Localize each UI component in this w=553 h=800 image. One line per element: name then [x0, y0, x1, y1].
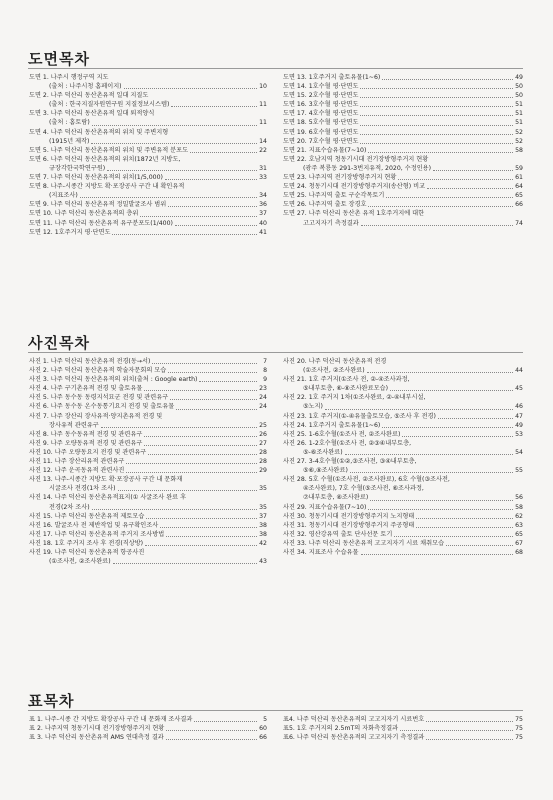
toc-entry-continuation: (출처 : 한국지질자원연구원 지질정보시스템)	[49, 101, 170, 109]
toc-page-number: 25	[259, 421, 267, 429]
dot-leader	[400, 730, 513, 731]
toc-entry	[29, 402, 267, 411]
toc-entry	[283, 375, 523, 393]
toc-page-number: 42	[259, 539, 267, 547]
toc-entry-title: 도면 17. 4호수혈 평·단면도	[283, 110, 359, 118]
dot-leader	[199, 381, 257, 382]
toc-entry-title: 사진 11. 나주 장산리유적 관련유구	[29, 458, 125, 466]
dot-leader	[360, 88, 513, 89]
toc-entry	[283, 530, 523, 539]
toc-entry	[283, 118, 523, 127]
toc-entry	[283, 412, 523, 421]
toc-page-number: 49	[515, 421, 523, 429]
toc-entry-title: 사진 4. 나주 구기촌유적 전경 및 출토유물	[29, 385, 143, 393]
toc-entry-continuation: (1915년 제작)	[49, 137, 90, 145]
dot-leader	[145, 545, 257, 546]
toc-page-number: 38	[259, 521, 267, 529]
toc-entry	[29, 200, 267, 209]
toc-entry	[283, 548, 523, 557]
toc-entry	[29, 412, 267, 430]
toc-page-number: 47	[515, 412, 523, 420]
toc-entry-title: 사진 25. 1-6호수혈(①조사 전, ②조사완료)	[283, 430, 401, 438]
toc-page-number: 46	[515, 403, 523, 411]
toc-page-number: 67	[515, 539, 523, 547]
toc-entry-title: 도면 11. 나주 덕산리 동산촌유적 유구분포도(1/400)	[29, 219, 173, 227]
dot-leader	[367, 372, 513, 373]
toc-entry	[283, 146, 523, 155]
toc-entry-title: 사진 10. 나주 오량동요지 전경 및 관련유구	[29, 448, 147, 456]
dot-leader	[361, 554, 513, 555]
toc-page-number: 52	[515, 128, 523, 136]
dot-leader	[360, 106, 513, 107]
toc-entry	[29, 448, 267, 457]
toc-entry-title: 도면 23. 나주지역 전기장방형주거지 현황	[283, 174, 397, 182]
toc-entry-continuation: (출처 : 나주시청 홈페이지)	[49, 83, 122, 91]
toc-entry-continuation: (광주 복룡동 291-3번지유적, 2020, 수정인용)	[303, 164, 432, 172]
toc-page-number: 59	[515, 164, 523, 172]
toc-entry-title: 도면 8. 나주-시종간 지방도 확·포장공사 구간 내 확인유적	[29, 183, 185, 191]
toc-entry	[283, 109, 523, 118]
toc-entry-title: 표 2. 나주지역 청동기시대 전기장방형주거지 현황	[29, 725, 165, 733]
dot-leader	[446, 545, 513, 546]
toc-entry-title: 사진 29. 지표수습유물(7~10)	[283, 503, 367, 511]
toc-entry-continuation: 고고지자기 측정결과	[303, 219, 359, 227]
toc-entry	[283, 91, 523, 100]
dot-leader	[144, 436, 257, 437]
toc-entry	[29, 209, 267, 218]
toc-page-number: 58	[515, 503, 523, 511]
toc-entry	[29, 393, 267, 402]
dot-leader	[175, 225, 257, 226]
toc-entry	[283, 128, 523, 137]
toc-entry-title: 사진 9. 나주 오량동유적 전경 및 관련유구	[29, 439, 143, 447]
toc-entry-title: 사진 21. 1호 주거지(①조사 전, ②-④조사과정,	[283, 376, 410, 384]
tables-left-column	[29, 715, 267, 742]
toc-entry-continuation: (①조사전, ②조사완료)	[303, 367, 365, 375]
toc-entry	[283, 430, 523, 439]
toc-entry-continuation: ⑤노지)	[303, 403, 323, 411]
toc-entry	[29, 384, 267, 393]
toc-page-number: 61	[515, 174, 523, 182]
tables-right-column	[283, 715, 523, 742]
toc-entry	[29, 724, 267, 733]
toc-page-number: 65	[515, 192, 523, 200]
toc-page-number: 51	[515, 101, 523, 109]
toc-entry-title: 도면 10. 나주 덕산리 동산촌유적의 층위	[29, 210, 139, 218]
toc-entry-title: 사진 12. 나주 운곡동유적 관련사진	[29, 467, 125, 475]
toc-entry-continuation: (①조사전, ②조사완료)	[49, 558, 111, 566]
dot-leader	[350, 472, 513, 473]
toc-page-number: 28	[259, 448, 267, 456]
dot-leader	[124, 88, 257, 89]
dot-leader	[168, 206, 257, 207]
photos-section-title: 사진목차	[28, 335, 90, 352]
toc-page-number: 52	[515, 137, 523, 145]
toc-entry	[29, 548, 267, 566]
toc-entry-title: 사진 18. 1호 주거지 조사 후 전경(직상방)	[29, 539, 144, 547]
dot-leader	[80, 197, 257, 198]
toc-entry	[29, 439, 267, 448]
toc-entry	[283, 512, 523, 521]
toc-entry	[29, 91, 267, 109]
toc-entry-title: 사진 7. 나주 장산리 장사유적·양지촌유적 전경 및	[29, 412, 163, 420]
toc-entry-continuation: ⑦내부토층, ⑧조사완료)	[303, 494, 369, 502]
toc-entry-title: 사진 14. 나주 덕산리 동산촌유적표지(① 사굴조사 완료 후	[29, 494, 187, 502]
toc-entry	[283, 457, 523, 475]
toc-page-number: 37	[259, 210, 267, 218]
dot-leader	[91, 143, 257, 144]
dot-leader	[152, 363, 257, 364]
toc-entry-title: 사진 30. 청동기시대 전기장방형주거지 노지형태	[283, 512, 415, 520]
toc-entry-title: 도면 16. 3호수혈 평·단면도	[283, 101, 359, 109]
toc-page-number: 11	[259, 101, 267, 109]
toc-entry	[283, 421, 523, 430]
toc-entry-continuation: 장사유적 관련유구	[49, 421, 99, 429]
toc-entry-title: 사진 28. 5호 수혈(①조사전, ②조사완료), 6호 수혈(③조사전,	[283, 476, 450, 484]
toc-entry-title: 도면 4. 나주 덕산리 동산촌유적의 위치 및 주변지형	[29, 128, 169, 136]
dot-leader	[144, 445, 257, 446]
toc-entry-title: 사진 1. 나주 덕산리 동산촌유적 전경(동→서)	[29, 358, 151, 365]
toc-page-number: 45	[515, 385, 523, 393]
toc-entry-title: 도면 26. 나주지역 출토 장경호	[283, 201, 367, 209]
section-divider	[28, 352, 523, 353]
toc-page-number: 53	[515, 430, 523, 438]
toc-page-number: 10	[259, 83, 267, 91]
dot-leader	[426, 721, 513, 722]
dot-leader	[126, 463, 257, 464]
dot-leader	[140, 216, 257, 217]
dot-leader	[176, 409, 257, 410]
toc-page-number: 40	[259, 219, 267, 227]
dot-leader	[112, 234, 257, 235]
dot-leader	[394, 536, 513, 537]
toc-entry-continuation: ⑤-⑥조사완료)	[303, 448, 343, 456]
toc-entry	[29, 366, 267, 375]
dot-leader	[166, 730, 257, 731]
toc-entry-title: 사진 3. 나주 덕산리 동산촌유적의 위치(출처 : Google earth)	[29, 376, 198, 384]
toc-page-number: 75	[515, 734, 523, 742]
toc-entry-title: 도면 14. 1호수혈 평·단면도	[283, 83, 359, 91]
toc-entry	[283, 503, 523, 512]
toc-entry-title: 도면 25. 나주지역 출토 구순각목토기	[283, 192, 385, 200]
toc-entry-title: 사진 24. 1호주거지 출토유물(1~6)	[283, 421, 381, 429]
toc-entry	[29, 357, 267, 366]
dot-leader	[438, 418, 513, 419]
toc-entry-title: 도면 9. 나주 덕산리 동산촌유적 정밀발굴조사 범위	[29, 201, 167, 209]
dot-leader	[386, 197, 513, 198]
toc-entry-continuation: 전경(2차 조사)	[49, 503, 90, 511]
toc-page-number: 28	[259, 458, 267, 466]
toc-page-number: 7	[263, 358, 267, 365]
toc-entry	[29, 146, 267, 155]
dot-leader	[416, 527, 513, 528]
toc-entry	[29, 228, 267, 237]
dot-leader	[160, 527, 257, 528]
toc-page-number: 63	[515, 521, 523, 529]
dot-leader	[126, 472, 257, 473]
toc-page-number: 8	[263, 367, 267, 375]
toc-entry-title: 사진 22. 1호 주거지 1차(①조사완료, ②-④내부시설,	[283, 394, 426, 402]
toc-entry	[283, 209, 523, 227]
toc-page-number: 27	[259, 439, 267, 447]
toc-page-number: 66	[515, 201, 523, 209]
dot-leader	[360, 97, 513, 98]
toc-page-number: 26	[259, 430, 267, 438]
toc-entry	[283, 73, 523, 82]
toc-entry-title: 사진 2. 나주 덕산리 동산촌유적 학술자문회의 모습	[29, 367, 167, 375]
toc-page-number: 36	[259, 201, 267, 209]
dot-leader	[360, 143, 513, 144]
toc-entry	[283, 724, 523, 733]
toc-page-number: 24	[259, 394, 267, 402]
dot-leader	[101, 427, 257, 428]
toc-entry-title: 표5. 1호 주거지의 2.5mT의 자화측정결과	[283, 725, 399, 733]
toc-entry	[283, 200, 523, 209]
toc-entry	[29, 182, 267, 200]
toc-entry-continuation: (지표조사)	[49, 192, 78, 200]
dot-leader	[148, 454, 257, 455]
toc-entry	[29, 715, 267, 724]
toc-entry-title: 도면 1. 나주시 행정구역 지도	[29, 74, 109, 81]
dot-leader	[398, 179, 513, 180]
toc-entry-title: 사진 20. 나주 덕산리 동산촌유적 전경	[283, 358, 387, 365]
toc-page-number: 58	[515, 146, 523, 154]
toc-entry-title: 도면 24. 청동기시대 전기장방형주거지(송산형) 비교	[283, 183, 426, 191]
figures-right-column	[283, 73, 523, 228]
toc-page-number: 74	[515, 219, 523, 227]
toc-page-number: 43	[259, 558, 267, 566]
toc-entry-title: 사진 15. 나주 덕산리 동산촌유적 제토모습	[29, 512, 145, 520]
dot-leader	[171, 106, 257, 107]
toc-entry	[29, 128, 267, 146]
toc-entry	[283, 182, 523, 191]
toc-entry-title: 사진 26. 1-2호수혈(①조사 전, ②③④내부토층,	[283, 439, 412, 447]
dot-leader	[144, 390, 257, 391]
toc-entry-title: 표4. 나주 덕산리 동산촌유적의 고고지자기 시료번호	[283, 716, 425, 723]
toc-page-number: 11	[259, 119, 267, 127]
dot-leader	[368, 152, 513, 153]
toc-entry	[29, 430, 267, 439]
dot-leader	[194, 721, 257, 722]
toc-page-number: 50	[515, 83, 523, 91]
toc-entry	[283, 357, 523, 375]
toc-entry	[29, 73, 267, 91]
toc-entry-continuation: 시굴조사 전경(1차 조사)	[49, 485, 116, 493]
photos-right-column	[283, 357, 523, 557]
toc-entry-title: 도면 2. 나주 덕산리 동산촌유적 일대 지질도	[29, 92, 149, 100]
dot-leader	[165, 179, 257, 180]
toc-page-number: 38	[259, 530, 267, 538]
toc-entry	[29, 539, 267, 548]
toc-entry-title: 도면 18. 5호수혈 평·단면도	[283, 119, 359, 127]
toc-page-number: 75	[515, 725, 523, 733]
dot-leader	[107, 170, 257, 171]
toc-entry	[29, 530, 267, 539]
toc-page-number: 22	[259, 146, 267, 154]
dot-leader	[92, 125, 257, 126]
toc-entry-title: 사진 31. 청동기시대 전기장방형주거지 주공형태	[283, 521, 415, 529]
toc-entry	[283, 393, 523, 411]
toc-entry-title: 사진 8. 나주 동수동유적 전경 및 관련유구	[29, 430, 143, 438]
toc-page-number: 5	[263, 716, 267, 723]
toc-entry-title: 도면 22. 호남지역 청동기시대 전기장방형주거지 현황	[283, 155, 429, 163]
dot-leader	[426, 739, 513, 740]
toc-entry	[29, 475, 267, 493]
toc-entry-continuation: ④조사완료), 7호 수혈(⑤조사전, ⑥조사과정,	[303, 485, 424, 493]
toc-entry-continuation: (출처 : 홈토람)	[49, 119, 90, 127]
section-divider	[28, 68, 523, 69]
toc-entry-title: 표 1. 나주-시종 간 지방도 확장공사 구간 내 문화재 조사결과	[29, 716, 193, 723]
toc-page-number: 24	[259, 403, 267, 411]
toc-entry	[283, 173, 523, 182]
toc-entry-title: 도면 12. 1호주거지 평·단면도	[29, 228, 111, 236]
toc-entry-title: 도면 5. 나주 덕산리 동산촌유적의 위치 및 주변유적 분포도	[29, 146, 189, 154]
dot-leader	[166, 739, 257, 740]
toc-page-number: 51	[515, 119, 523, 127]
dot-leader	[382, 79, 513, 80]
toc-entry	[283, 733, 523, 742]
dot-leader	[190, 152, 257, 153]
toc-entry	[283, 155, 523, 173]
toc-entry	[29, 466, 267, 475]
toc-page-number: 49	[515, 74, 523, 81]
toc-entry-title: 사진 13. 나주-시종간 지방도 확·포장공사 구간 내 문화재	[29, 476, 183, 484]
dot-leader	[390, 390, 513, 391]
toc-entry-title: 도면 3. 나주 덕산리 동산촌유적 일대 퇴적양식	[29, 110, 155, 118]
toc-page-number: 14	[259, 137, 267, 145]
dot-leader	[146, 518, 257, 519]
dot-leader	[433, 170, 513, 171]
dot-leader	[345, 454, 513, 455]
toc-entry-title: 표6. 나주 덕산리 동산촌유적의 고고지자기 측정결과	[283, 734, 425, 742]
toc-entry	[29, 733, 267, 742]
toc-entry	[283, 439, 523, 457]
toc-entry-title: 도면 27. 나주 덕산리 동산촌 유적 1호주거지에 대한	[283, 210, 425, 218]
toc-entry-title: 사진 23. 1호 주거지(①-④유물출토모습, ⑤조사 후 전경)	[283, 412, 436, 420]
toc-entry	[283, 191, 523, 200]
toc-page-number: 9	[263, 376, 267, 384]
dot-leader	[113, 563, 257, 564]
dot-leader	[402, 436, 513, 437]
toc-page-number: 44	[515, 367, 523, 375]
toc-entry-title: 사진 19. 나주 덕산리 동산촌유적 항공사진	[29, 548, 145, 556]
toc-entry	[283, 137, 523, 146]
toc-entry-title: 도면 7. 나주 덕산리 동산촌유적의 위치(1/5,000)	[29, 174, 163, 182]
dot-leader	[360, 115, 513, 116]
toc-entry	[29, 219, 267, 228]
toc-entry-title: 사진 34. 지표조사 수습유물	[283, 548, 359, 556]
dot-leader	[360, 125, 513, 126]
toc-page-number: 66	[259, 734, 267, 742]
dot-leader	[361, 225, 513, 226]
toc-entry	[283, 82, 523, 91]
toc-entry-title: 사진 27. 3-4호수혈(①②,③조사전, ③④내부토층,	[283, 458, 417, 466]
dot-leader	[166, 536, 257, 537]
tables-section-title: 표목차	[28, 693, 75, 710]
toc-entry-title: 도면 21. 지표수습유물(7~10)	[283, 146, 367, 154]
toc-entry	[283, 539, 523, 548]
section-divider	[28, 710, 523, 711]
toc-page-number: 35	[259, 485, 267, 493]
dot-leader	[370, 500, 513, 501]
dot-leader	[427, 188, 513, 189]
toc-entry-title: 도면 13. 1호주거지 출토유물(1~6)	[283, 74, 381, 81]
toc-entry-continuation: 규장각한국학연구원)	[49, 164, 106, 172]
toc-page-number: 37	[259, 512, 267, 520]
toc-page-number: 33	[259, 174, 267, 182]
toc-entry-title: 사진 17. 나주 덕산리 동산촌유적 주거지 조사방법	[29, 530, 165, 538]
toc-page-number: 75	[515, 716, 523, 723]
dot-leader	[368, 206, 513, 207]
toc-entry	[29, 493, 267, 511]
toc-page-number: 23	[259, 385, 267, 393]
toc-entry-title: 사진 6. 나주 동수동 온수동통기요지 전경 및 출토유물	[29, 403, 175, 411]
toc-entry	[29, 521, 267, 530]
toc-page-number: 31	[259, 164, 267, 172]
toc-entry-title: 도면 20. 7호수혈 평·단면도	[283, 137, 359, 145]
figures-left-column	[29, 73, 267, 237]
toc-entry	[29, 173, 267, 182]
toc-page-number: 51	[515, 110, 523, 118]
toc-entry-title: 사진 5. 나주 동수동 동령지석묘군 전경 및 관련유구	[29, 394, 169, 402]
toc-entry-continuation: ⑤내부토층, ⑥-⑧조사완료모습)	[303, 385, 388, 393]
toc-page-number: 55	[515, 467, 523, 475]
toc-entry	[29, 457, 267, 466]
toc-entry	[29, 375, 267, 384]
dot-leader	[416, 518, 513, 519]
figures-section-title: 도면목차	[28, 51, 90, 68]
toc-page-number: 41	[259, 228, 267, 236]
toc-page-number: 62	[515, 512, 523, 520]
toc-entry-title: 사진 33. 나주 덕산리 동산촌유적 고고지자기 시료 채취모습	[283, 539, 445, 547]
toc-page-number: 60	[259, 725, 267, 733]
dot-leader	[170, 399, 257, 400]
toc-entry-continuation: ⑤⑥,⑧조사완료)	[303, 467, 348, 475]
toc-entry-title: 사진 16. 발굴조사 전 제반작업 및 유구확인조사	[29, 521, 159, 529]
toc-page-number: 34	[259, 192, 267, 200]
dot-leader	[325, 409, 513, 410]
toc-page-number: 65	[515, 530, 523, 538]
toc-entry	[29, 109, 267, 127]
dot-leader	[382, 427, 513, 428]
dot-leader	[92, 509, 257, 510]
toc-page-number: 35	[259, 503, 267, 511]
toc-page-number: 50	[515, 92, 523, 100]
toc-entry	[29, 512, 267, 521]
toc-page-number: 64	[515, 183, 523, 191]
toc-entry-title: 표 3. 나주 덕산리 동산촌유적 AMS 연대측정 결과	[29, 734, 164, 742]
photos-left-column	[29, 357, 267, 566]
toc-page-number: 29	[259, 467, 267, 475]
toc-entry	[283, 521, 523, 530]
toc-entry-title: 사진 32. 영산강유역 출토 단사선문 토기	[283, 530, 393, 538]
dot-leader	[118, 490, 258, 491]
toc-entry	[283, 475, 523, 502]
toc-page-number: 54	[515, 448, 523, 456]
toc-entry-title: 도면 6. 나주 덕산리 동산촌유적의 위치(1872년 지방도,	[29, 155, 181, 163]
toc-page-number: 68	[515, 548, 523, 556]
toc-entry	[29, 155, 267, 173]
toc-page-number: 56	[515, 494, 523, 502]
toc-entry	[283, 715, 523, 724]
dot-leader	[360, 134, 513, 135]
dot-leader	[168, 372, 257, 373]
toc-entry-title: 도면 15. 2호수혈 평·단면도	[283, 92, 359, 100]
toc-entry	[283, 100, 523, 109]
dot-leader	[368, 509, 513, 510]
toc-entry-title: 도면 19. 6호수혈 평·단면도	[283, 128, 359, 136]
